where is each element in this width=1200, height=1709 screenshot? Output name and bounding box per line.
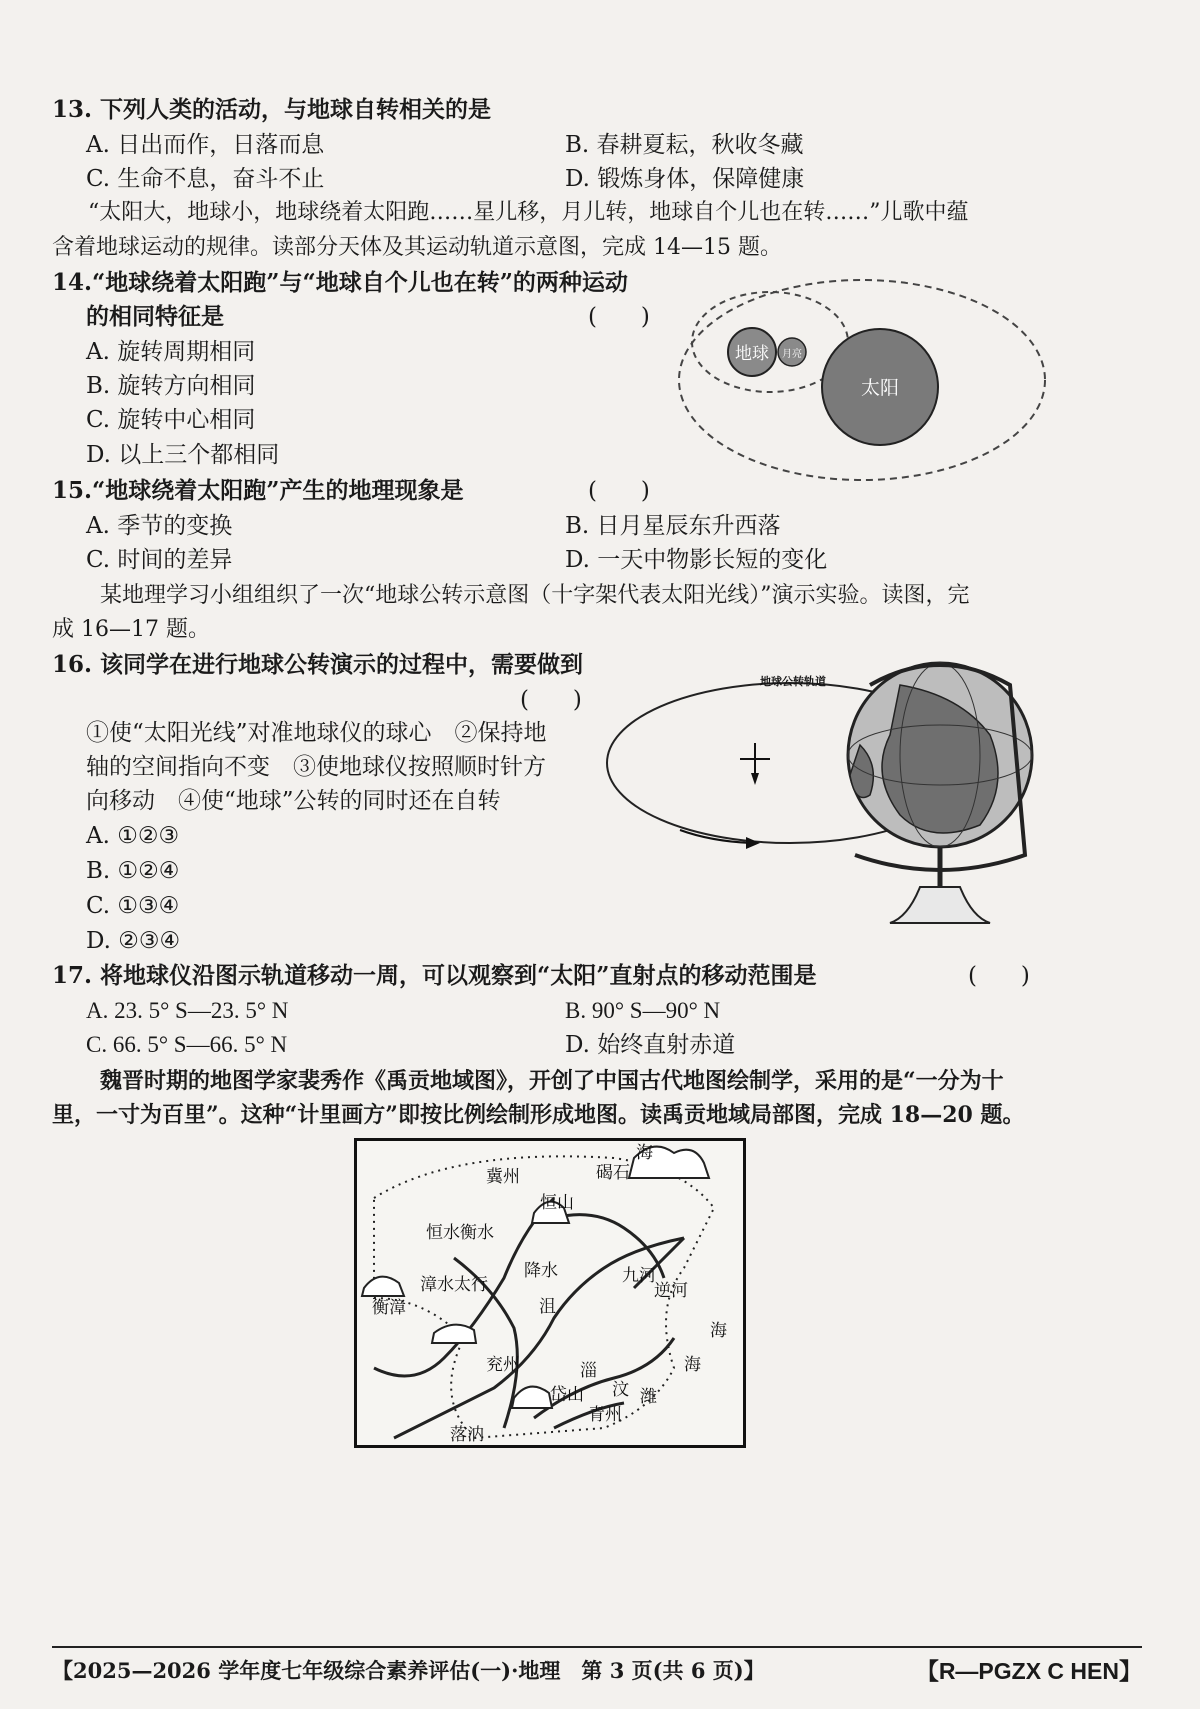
moon-label: 月亮 [782, 349, 802, 360]
intro16-line1: 某地理学习小组组织了一次“地球公转示意图（十字架代表太阳光线）”演示实验。读图，完 [100, 583, 970, 608]
q13-option-d: D. 锻炼身体，保障健康 [565, 166, 805, 192]
footer-text: 【2025—2026 学年度七年级综合素养评估(一)·地理 第 3 页(共 6 页)】 [52, 1658, 765, 1683]
q13-option-c: C. 生命不息，奋斗不止 [86, 166, 325, 192]
map-label-ju: 沮 [539, 1297, 556, 1317]
q16-answer-bracket: ( ) [520, 687, 582, 713]
map-label-wen: 汶 [612, 1380, 629, 1400]
q14-option-c: C. 旋转中心相同 [86, 407, 256, 433]
map-label-jizhou: 冀州 [486, 1167, 520, 1187]
q14-option-a: A. 旋转周期相同 [86, 339, 256, 365]
q15-option-b: B. 日月星辰东升西落 [565, 513, 781, 539]
globe-icon [848, 663, 1032, 923]
footer-code: 【R—PGZX C HEN】 [915, 1658, 1142, 1684]
q16-stem: 16. 该同学在进行地球公转演示的过程中，需要做到 [52, 651, 584, 678]
q17-option-b: B. 90° S—90° N [565, 998, 721, 1023]
q17-option-c: C. 66. 5° S—66. 5° N [86, 1032, 288, 1057]
map-label-yanzhou: 兖州 [486, 1355, 520, 1375]
q15-stem: 15.“地球绕着太阳跑”产生的地理现象是 [52, 477, 464, 504]
earth-revolution-demo-diagram [600, 655, 1050, 955]
map-label-zhangshui-taihang: 漳水太行 [420, 1275, 488, 1295]
orbit-label: 地球公转轨道 [760, 675, 826, 688]
q14-answer-bracket: ( ) [588, 304, 650, 330]
q16-option-d: D. ②③④ [86, 928, 181, 954]
q13-stem: 13. 下列人类的活动，与地球自转相关的是 [52, 96, 492, 123]
q16-text-line3: 向移动 ④使“地球”公转的同时还在自转 [86, 788, 501, 814]
q16-text-line2: 轴的空间指向不变 ③使地球仪按照顺时针方 [86, 754, 546, 780]
footer-rule [52, 1646, 1142, 1648]
q16-option-a: A. ①②③ [86, 823, 180, 849]
q17-option-d: D. 始终直射赤道 [565, 1032, 736, 1058]
q13-option-b: B. 春耕夏耘，秋收冬藏 [565, 132, 804, 158]
q17-stem: 17. 将地球仪沿图示轨道移动一周，可以观察到“太阳”直射点的移动范围是 [52, 962, 817, 989]
map-label-zi: 淄 [580, 1361, 597, 1381]
earth-label: 地球 [735, 344, 769, 364]
map-label-qingzhou: 青州 [588, 1405, 622, 1425]
map-label-hai-southeast: 海 [684, 1355, 701, 1375]
map-label-hai-east: 海 [710, 1321, 727, 1341]
sun-ray-cross-icon [740, 743, 770, 785]
yugong-region-map [354, 1138, 746, 1448]
intro14-line1: “太阳大，地球小，地球绕着太阳跑……星儿移，月儿转，地球自个儿也在转……”儿歌中蕴 [88, 200, 969, 225]
map-label-nihe: 逆河 [654, 1281, 688, 1301]
q16-option-b: B. ①②④ [86, 858, 180, 884]
map-label-wei: 潍 [640, 1387, 657, 1407]
intro16-line2: 成 16—17 题。 [52, 617, 210, 642]
q14-option-b: B. 旋转方向相同 [86, 373, 256, 399]
q15-option-d: D. 一天中物影长短的变化 [565, 547, 828, 573]
intro18-line1: 魏晋时期的地图学家裴秀作《禹贡地域图》，开创了中国古代地图绘制学，采用的是“一分为十 [100, 1068, 1004, 1094]
q15-option-c: C. 时间的差异 [86, 547, 233, 573]
intro18-line2: 里，一寸为百里”。这种“计里画方”即按比例绘制形成地图。读禹贡地域局部图，完成 18—20 题。 [52, 1102, 1025, 1128]
map-label-jiuhe: 九河 [622, 1266, 656, 1286]
q14-option-d: D. 以上三个都相同 [86, 442, 280, 468]
map-label-jiangshui: 降水 [524, 1261, 558, 1281]
map-label-hengzhang: 衡漳 [372, 1298, 406, 1318]
q14-stem-line1: 14.“地球绕着太阳跑”与“地球自个儿也在转”的两种运动 [52, 269, 628, 296]
intro14-line2: 含着地球运动的规律。读部分天体及其运动轨道示意图，完成 14—15 题。 [52, 235, 782, 260]
q16-option-c: C. ①③④ [86, 893, 180, 919]
page-footer [52, 1655, 1142, 1685]
map-label-luona: 落汭 [450, 1425, 484, 1445]
map-label-daishan: 岱山 [550, 1385, 584, 1405]
q16-text-line1: ①使“太阳光线”对准地球仪的球心 ②保持地 [86, 720, 547, 746]
map-label-jieshi: 碣石 [596, 1163, 630, 1183]
arrow-head-icon [746, 837, 760, 849]
q17-option-a: A. 23. 5° S—23. 5° N [86, 998, 289, 1023]
q15-answer-bracket: ( ) [588, 478, 650, 504]
q13-option-a: A. 日出而作，日落而息 [86, 132, 325, 158]
sun-earth-moon-orbit-diagram [672, 262, 1052, 492]
map-label-hengshui: 恒水衡水 [426, 1223, 494, 1243]
map-label-hengshan: 恒山 [540, 1193, 574, 1213]
q17-answer-bracket: ( ) [968, 963, 1030, 989]
q15-option-a: A. 季节的变换 [86, 513, 233, 539]
map-label-hai-north: 海 [636, 1143, 653, 1163]
sun-label: 太阳 [860, 377, 900, 399]
q14-stem-line2: 的相同特征是 [86, 303, 224, 330]
